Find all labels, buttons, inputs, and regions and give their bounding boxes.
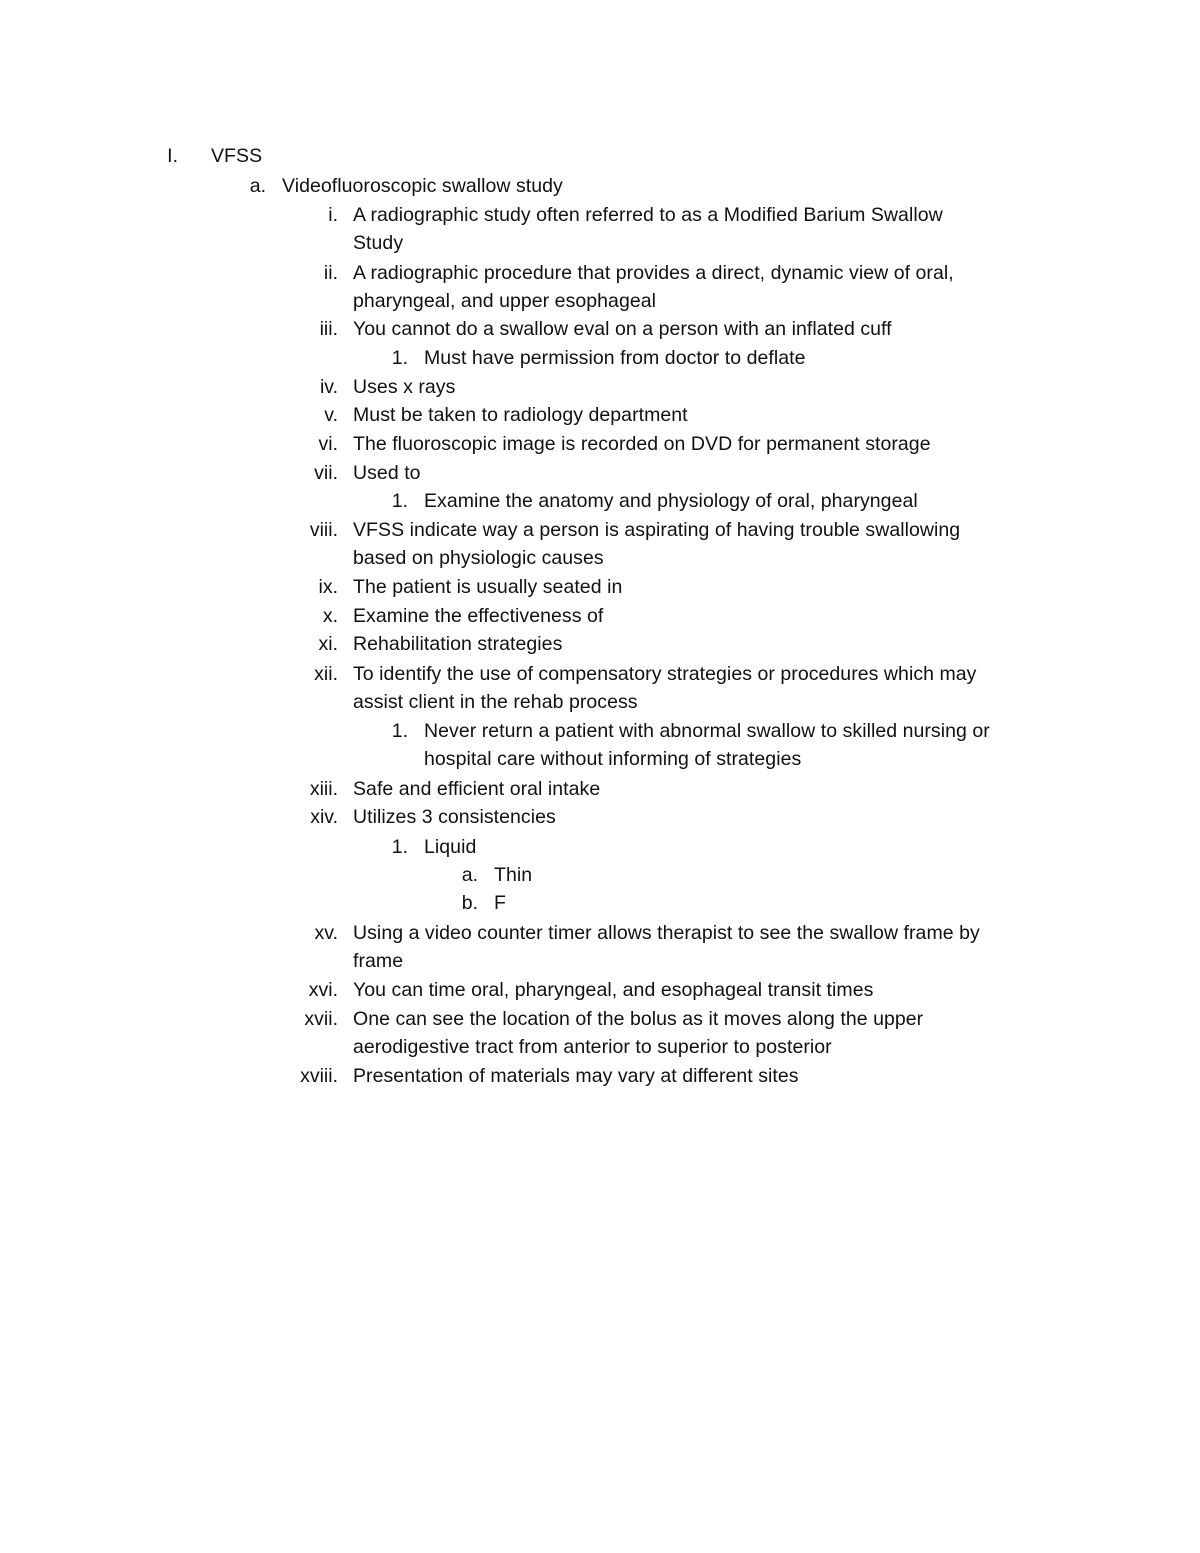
outline-item-text: A radiographic study often referred to as a Modified Barium Swallow bbox=[353, 204, 943, 226]
outline-item-text: assist client in the rehab process bbox=[353, 691, 638, 713]
outline-item-text: The fluoroscopic image is recorded on DVD for permanent storage bbox=[353, 433, 931, 455]
outline-item-text: You cannot do a swallow eval on a person with an inflated cuff bbox=[353, 318, 892, 340]
outline-item-text: You can time oral, pharyngeal, and esophageal transit times bbox=[353, 979, 874, 1001]
outline-item-text: frame bbox=[353, 950, 404, 972]
outline-item-text: Thin bbox=[494, 864, 533, 886]
outline-item-text: Must have permission from doctor to deflate bbox=[424, 347, 806, 369]
outline-item-text: Examine the anatomy and physiology of oral, pharyngeal bbox=[424, 490, 918, 512]
outline-marker: a. bbox=[249, 175, 266, 197]
outline-marker: vi. bbox=[318, 433, 338, 455]
outline-marker: v. bbox=[324, 404, 338, 426]
outline-item-text: Safe and efficient oral intake bbox=[353, 778, 601, 800]
outline-marker: xi. bbox=[318, 633, 338, 655]
outline-marker: ix. bbox=[318, 576, 338, 598]
outline-marker: xiii. bbox=[309, 778, 338, 800]
outline-marker: 1. bbox=[391, 347, 408, 369]
outline-item-text: Presentation of materials may vary at different sites bbox=[353, 1065, 799, 1087]
outline-item-text: One can see the location of the bolus as it moves along the upper bbox=[353, 1008, 924, 1030]
outline-item-text: To identify the use of compensatory strategies or procedures which may bbox=[353, 663, 977, 685]
outline-item-text: aerodigestive tract from anterior to superior to posterior bbox=[353, 1036, 832, 1058]
outline-heading: VFSS bbox=[211, 145, 263, 167]
outline-item-text: Used to bbox=[353, 462, 421, 484]
outline-item-text: VFSS indicate way a person is aspirating of having trouble swallowing bbox=[353, 519, 961, 541]
outline-marker: a. bbox=[461, 864, 478, 886]
outline-marker: xii. bbox=[314, 663, 338, 685]
outline-item-text: Using a video counter timer allows therapist to see the swallow frame by bbox=[353, 922, 980, 944]
outline-marker: xiv. bbox=[310, 806, 338, 828]
outline-item-text: A radiographic procedure that provides a direct, dynamic view of oral, bbox=[353, 262, 954, 284]
outline-marker: xvii. bbox=[304, 1008, 338, 1030]
outline-marker: b. bbox=[461, 892, 478, 914]
outline-marker: iii. bbox=[319, 318, 338, 340]
outline-item-text: Never return a patient with abnormal swallow to skilled nursing or bbox=[424, 720, 990, 742]
outline-item-text: pharyngeal, and upper esophageal bbox=[353, 290, 657, 312]
outline-item-text: Examine the effectiveness of bbox=[353, 605, 604, 627]
outline-item-text: Uses x rays bbox=[353, 376, 456, 398]
outline-item-text: based on physiologic causes bbox=[353, 547, 604, 569]
outline-marker: I. bbox=[167, 145, 178, 167]
outline-marker: xv. bbox=[314, 922, 338, 944]
outline-marker: 1. bbox=[391, 836, 408, 858]
outline-subheading: Videofluoroscopic swallow study bbox=[282, 175, 563, 197]
outline-marker: viii. bbox=[309, 519, 338, 541]
outline-item-text: Must be taken to radiology department bbox=[353, 404, 688, 426]
outline-marker: vii. bbox=[314, 462, 338, 484]
outline-marker: ii. bbox=[323, 262, 338, 284]
outline-item-text: The patient is usually seated in bbox=[353, 576, 623, 598]
outline-item-text: Study bbox=[353, 232, 404, 254]
outline-marker: xvi. bbox=[308, 979, 338, 1001]
outline-item-text: F bbox=[494, 892, 506, 914]
outline-item-text: Liquid bbox=[424, 836, 477, 858]
outline-marker: i. bbox=[328, 204, 338, 226]
outline-item-text: Utilizes 3 consistencies bbox=[353, 806, 556, 828]
outline-marker: x. bbox=[322, 605, 338, 627]
outline-marker: iv. bbox=[319, 376, 338, 398]
outline-marker: 1. bbox=[391, 720, 408, 742]
outline-item-text: Rehabilitation strategies bbox=[353, 633, 563, 655]
outline-marker: 1. bbox=[391, 490, 408, 512]
outline-marker: xviii. bbox=[300, 1065, 338, 1087]
outline-item-text: hospital care without informing of strategies bbox=[424, 748, 802, 770]
